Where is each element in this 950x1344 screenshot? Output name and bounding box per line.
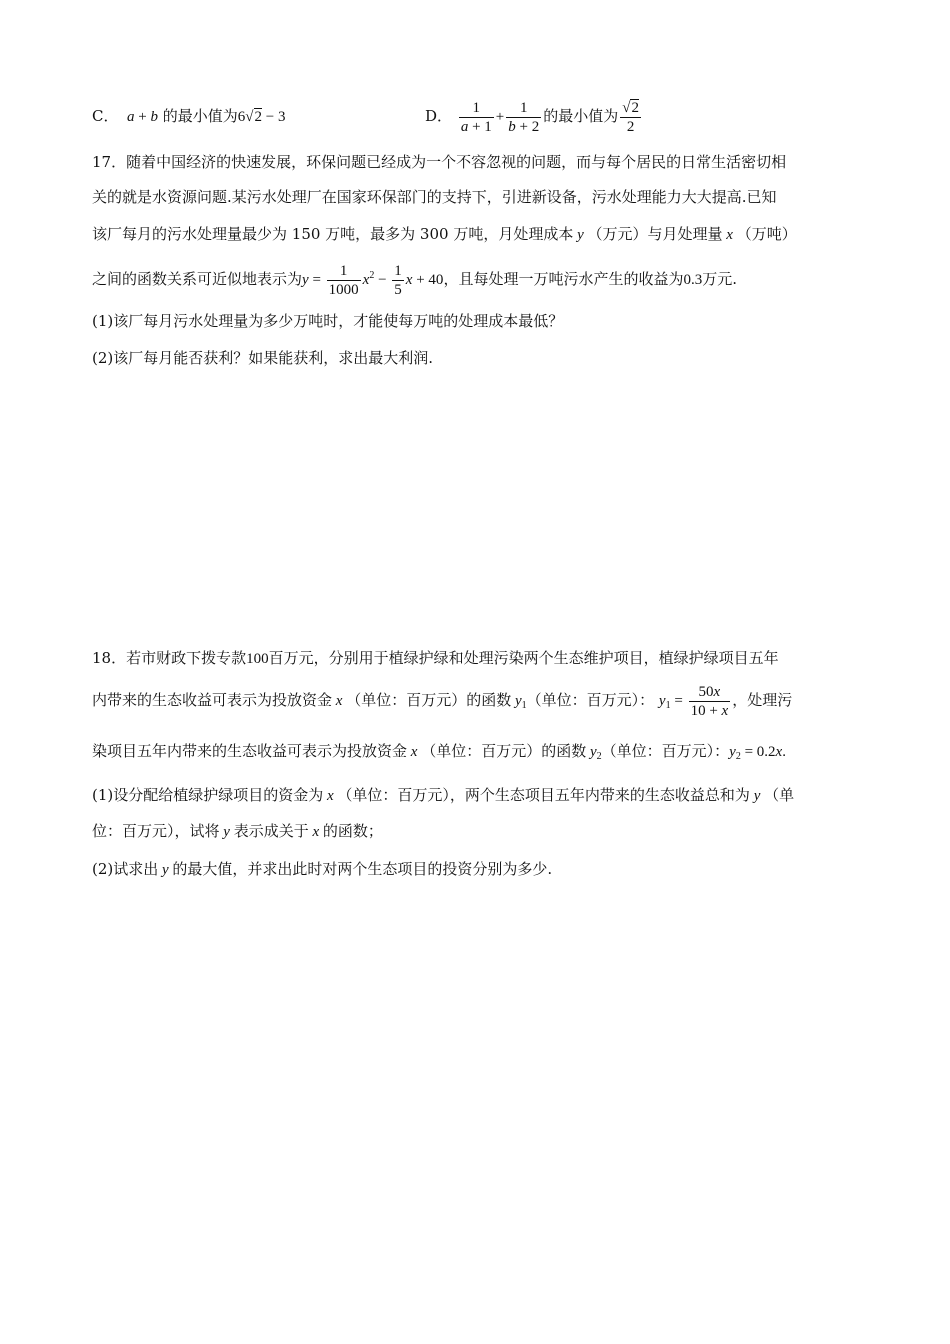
option-c-text: 的最小值为 [162, 107, 238, 125]
option-c-value: 6√2 − 3 [237, 109, 286, 125]
option-d: D． $\frac{1}{a + 1}$ + $\frac{1}{b + 2}$ 的最小值为 $\frac{√2}{2}$ [425, 99, 639, 135]
option-c-expr: a [123, 109, 135, 125]
q18-line-2: 内带来的生态收益可表示为投放资金 x （单位：百万元）的函数 $y_1$（单位：百万元）： $y_1$ = $\frac{50x}{10 + x}$ ，处理污 [92, 683, 793, 719]
q17-formula: y [302, 272, 309, 288]
q17-line-3: 该厂每月的污水处理量最少为 150 万吨，最多为 300 万吨，月处理成本 y （万元）与月处理量 x （万吨） [92, 225, 797, 243]
option-d-text: 的最小值为 [543, 107, 619, 125]
q18-sub-2: (2)试求出 y 的最大值，并求出此时对两个生态项目的投资分别为多少. [92, 860, 553, 878]
q18-formula-y1: y [658, 693, 666, 709]
option-d-frac-1: $\frac{1}{a + 1}$ [460, 99, 492, 135]
q17-line-2: 关的就是水资源问题.某污水处理厂在国家环保部门的支持下，引进新设备，污水处理能力大大提高.已知 [92, 188, 777, 206]
q17-line-1: 17．随着中国经济的快速发展，环保问题已经成为一个不容忽视的问题，而与每个居民的日常生活密切相 [92, 153, 787, 171]
q18-sub-1-line-2: 位：百万元），试将 y 表示成关于 x 的函数； [92, 822, 383, 840]
q17-line-4: 之间的函数关系可近似地表示为y = $\frac{1}{1000}$ $x^2$ − $\frac{1}{5}$ x + 40，且每处理一万吨污水产生的收益为0.3万元. [92, 262, 737, 298]
q18-line-1: 18．若市财政下拨专款100百万元，分别用于植绿护绿和处理污染两个生态维护项目，植绿护绿项目五年 [92, 649, 779, 667]
option-d-frac-2: $\frac{1}{b + 2}$ [508, 99, 540, 135]
q18-line-3: 染项目五年内带来的生态收益可表示为投放资金 x （单位：百万元）的函数 $y_2$（单位：百万元）：$y_2 = 0.2x$. [92, 742, 786, 762]
option-c: C． a + b 的最小值为6√2 − 3 [92, 107, 286, 125]
q18-formula-y2: y [729, 744, 736, 760]
option-c-label: C． [92, 107, 119, 125]
q17-sub-2: (2)该厂每月能否获利？如果能获利，求出最大利润. [92, 349, 434, 367]
q18-sub-1: (1)设分配给植绿护绿项目的资金为 x （单位：百万元），两个生态项目五年内带来的生态收益总和为 y （单 [92, 786, 795, 804]
option-d-label: D． [425, 107, 453, 125]
q17-sub-1: (1)该厂每月污水处理量为多少万吨时，才能使每万吨的处理成本最低？ [92, 312, 564, 330]
option-d-value: $\frac{√2}{2}$ [622, 99, 639, 135]
